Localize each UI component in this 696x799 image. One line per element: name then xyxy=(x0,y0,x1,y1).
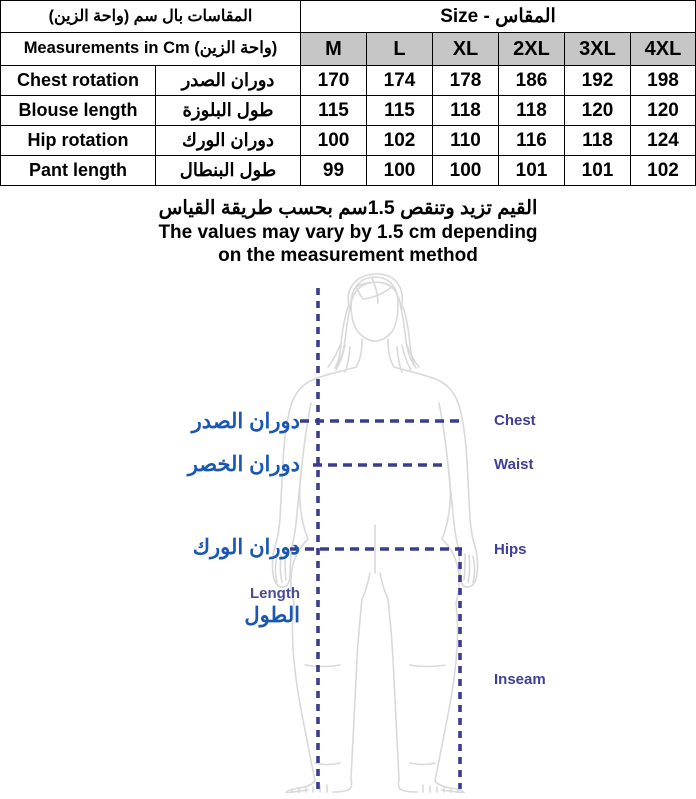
diagram-label-chest-arabic: دوران الصدر xyxy=(191,410,300,434)
cell-blouse-4xl: 120 xyxy=(631,96,696,126)
measurements-header-english: Measurements in Cm (واحة الزين) xyxy=(1,33,301,66)
variance-note-arabic: القيم تزيد وتنقص 1.5سم بحسب طريقة القياس xyxy=(158,197,538,219)
table-header-row-1 xyxy=(1,1,696,33)
row-label-ar-hip: دوران الورك xyxy=(156,126,301,156)
size-column-3xl: 3XL xyxy=(565,33,631,66)
table-row xyxy=(1,66,696,96)
row-label-ar-chest: دوران الصدر xyxy=(156,66,301,96)
cell-chest-m: 170 xyxy=(301,66,367,96)
row-label-en-pant: Pant length xyxy=(1,156,156,186)
cell-hip-4xl: 124 xyxy=(631,126,696,156)
table-row xyxy=(1,96,696,126)
variance-note-english-line2: on the measurement method xyxy=(218,244,478,266)
cell-hip-l: 102 xyxy=(367,126,433,156)
cell-blouse-2xl: 118 xyxy=(499,96,565,126)
cell-chest-2xl: 186 xyxy=(499,66,565,96)
size-header: Size - المقاس xyxy=(301,1,696,33)
row-label-en-blouse: Blouse length xyxy=(1,96,156,126)
size-column-4xl: 4XL xyxy=(631,33,696,66)
size-column-m: M xyxy=(301,33,367,66)
diagram-label-waist-english: Waist xyxy=(494,456,534,474)
cell-pant-2xl: 101 xyxy=(499,156,565,186)
cell-chest-l: 174 xyxy=(367,66,433,96)
cell-pant-3xl: 101 xyxy=(565,156,631,186)
measurements-header-arabic-text: المقاسات بال سم (واحة الزين) xyxy=(48,7,253,25)
cell-pant-4xl: 102 xyxy=(631,156,696,186)
cell-hip-xl: 110 xyxy=(433,126,499,156)
size-column-2xl: 2XL xyxy=(499,33,565,66)
table-row xyxy=(1,156,696,186)
diagram-label-length-english: Length xyxy=(250,585,300,603)
row-label-en-hip: Hip rotation xyxy=(1,126,156,156)
size-column-xl: XL xyxy=(433,33,499,66)
diagram-label-inseam-english: Inseam xyxy=(494,671,546,689)
cell-chest-4xl: 198 xyxy=(631,66,696,96)
diagram-label-hips-arabic: دوران الورك xyxy=(192,536,300,560)
cell-blouse-xl: 118 xyxy=(433,96,499,126)
variance-note xyxy=(0,197,696,267)
cell-blouse-m: 115 xyxy=(301,96,367,126)
table-row xyxy=(1,126,696,156)
measurements-header-arabic xyxy=(1,1,301,33)
cell-pant-xl: 100 xyxy=(433,156,499,186)
measurement-guide-lines xyxy=(0,273,696,793)
diagram-label-waist-arabic: دوران الخصر xyxy=(187,453,300,477)
cell-pant-l: 100 xyxy=(367,156,433,186)
cell-chest-xl: 178 xyxy=(433,66,499,96)
variance-note-english-line1: The values may vary by 1.5 cm depending xyxy=(158,221,538,243)
row-label-ar-pant: طول البنطال xyxy=(156,156,301,186)
cell-pant-m: 99 xyxy=(301,156,367,186)
cell-blouse-3xl: 120 xyxy=(565,96,631,126)
measurement-diagram xyxy=(0,273,696,793)
diagram-label-chest-english: Chest xyxy=(494,412,536,430)
table-header-row-2 xyxy=(1,33,696,66)
cell-hip-2xl: 116 xyxy=(499,126,565,156)
diagram-label-hips-english: Hips xyxy=(494,541,527,559)
cell-hip-3xl: 118 xyxy=(565,126,631,156)
row-label-en-chest: Chest rotation xyxy=(1,66,156,96)
size-chart-table xyxy=(0,0,696,186)
cell-hip-m: 100 xyxy=(301,126,367,156)
row-label-ar-blouse: طول البلوزة xyxy=(156,96,301,126)
cell-blouse-l: 115 xyxy=(367,96,433,126)
cell-chest-3xl: 192 xyxy=(565,66,631,96)
diagram-label-length-arabic: الطول xyxy=(244,604,300,628)
size-column-l: L xyxy=(367,33,433,66)
